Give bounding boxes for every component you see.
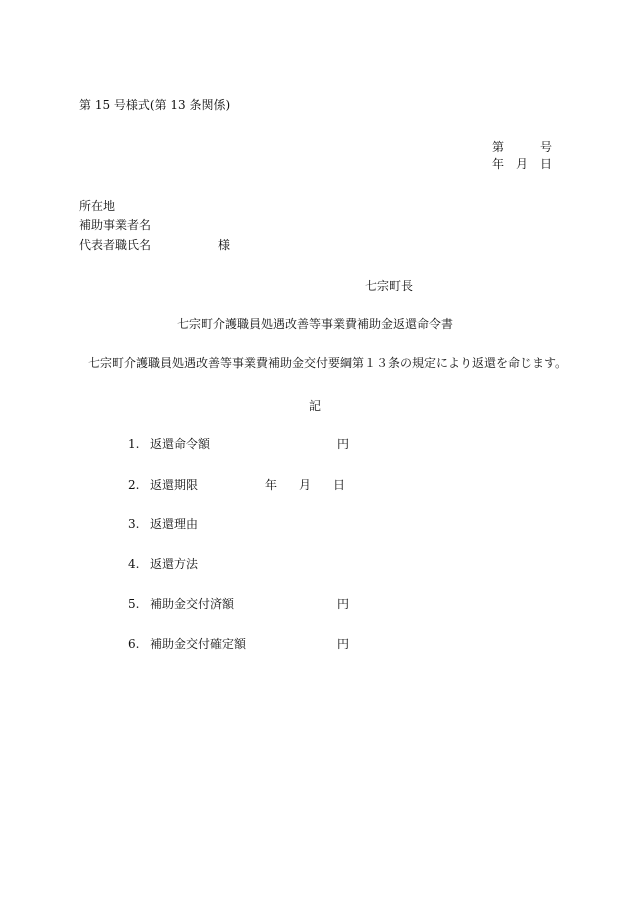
item-number: 3.: [128, 517, 140, 531]
document-number: [492, 140, 552, 154]
honorific: 様: [218, 238, 231, 252]
item-number: 6.: [128, 637, 140, 651]
representative-label: 代表者職氏名: [79, 238, 152, 252]
item-refund-amount: [128, 437, 260, 451]
document-title: 七宗町介護職員処遇改善等事業費補助金返還命令書: [176, 317, 453, 331]
item-label: 返還方法: [150, 557, 199, 571]
deadline-month: 月: [298, 478, 311, 492]
item-unit: 円: [337, 597, 350, 611]
date-year: 年: [492, 157, 505, 171]
deadline-year: 年: [265, 478, 278, 492]
item-label: 補助金交付確定額: [150, 637, 247, 651]
item-confirmed-amount: [128, 637, 260, 651]
item-unit: 円: [337, 437, 350, 451]
item-unit: 円: [337, 637, 350, 651]
issue-date: [492, 157, 552, 171]
item-refund-deadline: [128, 478, 260, 492]
item-number: 1.: [128, 437, 140, 451]
item-label: 返還理由: [150, 517, 199, 531]
item-number: 5.: [128, 597, 140, 611]
form-number: 第 15 号様式(第 13 条関係): [79, 98, 231, 112]
item-refund-method: [128, 557, 260, 571]
business-name-label: 補助事業者名: [79, 218, 152, 232]
item-label: 補助金交付済額: [150, 597, 235, 611]
item-number: 2.: [128, 478, 140, 492]
ki-heading: 記: [308, 399, 321, 413]
item-label: 返還命令額: [150, 437, 211, 451]
item-number: 4.: [128, 557, 140, 571]
date-day: 日: [539, 157, 552, 171]
body-text: 七宗町介護職員処遇改善等事業費補助金交付要綱第１３条の規定により返還を命じます。: [88, 356, 568, 370]
issuer: 七宗町長: [365, 279, 414, 293]
item-refund-reason: [128, 517, 260, 531]
number-prefix: 第: [492, 140, 505, 154]
number-suffix: 号: [539, 140, 552, 154]
deadline-date: [265, 478, 345, 492]
address-label: 所在地: [79, 199, 116, 213]
date-month: 月: [515, 157, 528, 171]
item-paid-amount: [128, 597, 260, 611]
item-label: 返還期限: [150, 478, 199, 492]
deadline-day: 日: [332, 478, 345, 492]
